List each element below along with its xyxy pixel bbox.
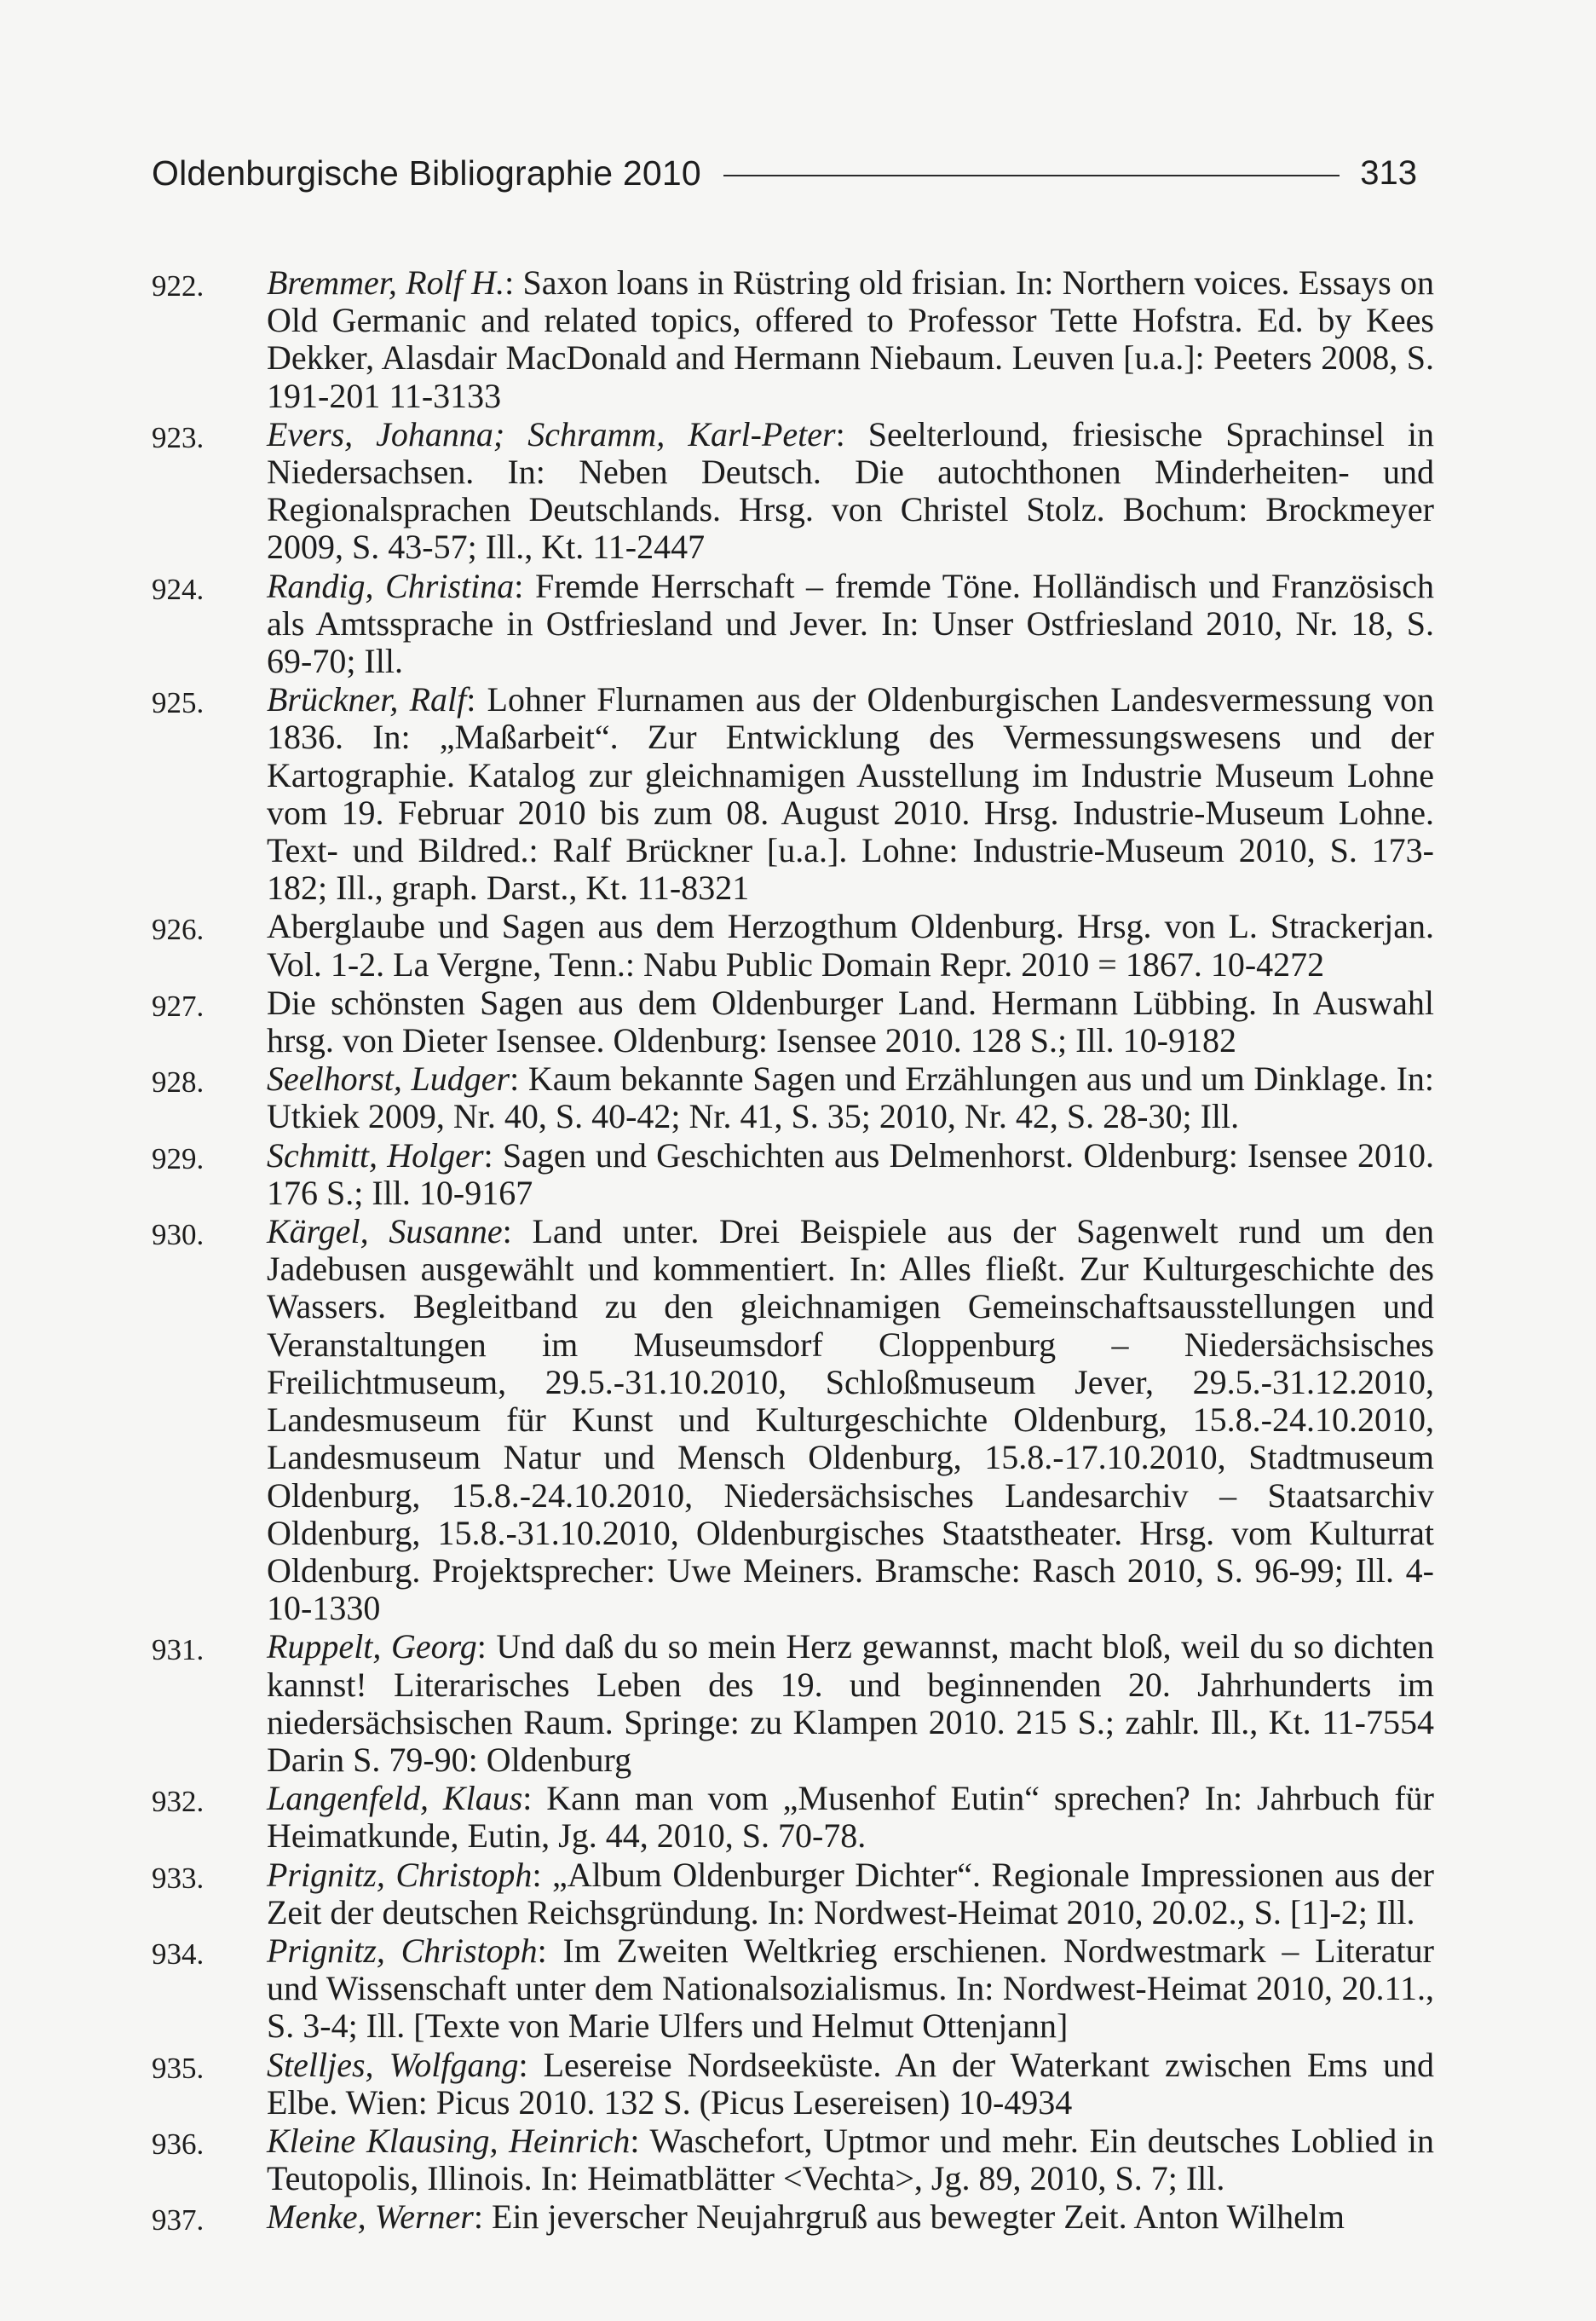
entry-text xyxy=(267,416,1434,567)
entry-text xyxy=(267,2122,1434,2197)
entry-author: Menke, Werner xyxy=(267,2197,474,2237)
entry-number: 933. xyxy=(152,1861,205,1895)
entry-author: Schmitt, Holger xyxy=(267,1135,484,1175)
bibliography-entry xyxy=(152,1137,1434,1212)
entry-text xyxy=(267,1213,1434,1627)
entry-body: : Und daß du so mein Herz gewannst, macht bloß, weil du so dichten kannst! Literarisches Leben des 19. und beginnenden 20. Jahrhunderts im niedersächsischen Raum. Springe: zu Klampen 2010. 215 S.; zahlr. Ill., Kt. 11-7554 Darin S. 79-90: Oldenburg xyxy=(267,1627,1435,1779)
entry-text xyxy=(267,2047,1434,2122)
entry-body: : Fremde Herrschaft – fremde Töne. Holländisch und Französisch als Amtssprache in Ostfriesland und Jever. In: Unser Ostfriesland 2010, Nr. 18, S. 69-70; Ill. xyxy=(267,566,1434,681)
entry-number: 923. xyxy=(152,420,205,454)
entry-text xyxy=(267,1856,1434,1931)
bibliography-entry xyxy=(152,2047,1434,2122)
entry-text xyxy=(267,1780,1434,1855)
entry-text xyxy=(267,908,1434,983)
entry-number: 925. xyxy=(152,686,205,720)
bibliography-entry xyxy=(152,264,1434,415)
entry-body: : Ein jeverscher Neujahrgruß aus bewegter Zeit. Anton Wilhelm xyxy=(473,2197,1345,2237)
entry-number: 924. xyxy=(152,572,205,606)
bibliography-entry xyxy=(152,416,1434,567)
entry-text xyxy=(267,568,1434,681)
entry-text xyxy=(267,1137,1434,1212)
entry-author: Evers, Johanna; Schramm, Karl-Peter xyxy=(267,414,836,453)
bibliography-entry xyxy=(152,568,1434,681)
bibliography-entry xyxy=(152,1628,1434,1779)
bibliography-entry xyxy=(152,1213,1434,1627)
entry-body: : Im Zweiten Weltkrieg erschienen. Nordwestmark – Literatur und Wissenschaft unter dem Nationalsozialismus. In: Nordwest-Heimat 2010, 20.11., S. 3-4; Ill. [Texte von Marie Ulfers und Helmut Ottenjann] xyxy=(267,1931,1434,2046)
page-header xyxy=(152,152,1417,194)
entry-body: : Kaum bekannte Sagen und Erzählungen aus und um Dinklage. In: Utkiek 2009, Nr. 40, S. 40-42; Nr. 41, S. 35; 2010, Nr. 42, S. 28-30; Ill. xyxy=(267,1059,1434,1136)
entry-number: 927. xyxy=(152,989,205,1023)
entry-number: 936. xyxy=(152,2127,205,2161)
entry-body: : Land unter. Drei Beispiele aus der Sagenwelt rund um den Jadebusen ausgewählt und kommentiert. In: Alles fließt. Zur Kulturgeschichte des Wassers. Begleitband zu den gleichnamigen Gemeinschaftsausstellungen und Veranstaltungen im Museumsdorf Cloppenburg – Niedersächsisches Freilichtmuseum, 29.5.-31.10.2010, Schloßmuseum Jever, 29.5.-31.12.2010, Landesmuseum für Kunst und Kulturgeschichte Oldenburg, 15.8.-24.10.2010, Landesmuseum Natur und Mensch Oldenburg, 15.8.-17.10.2010, Stadtmuseum Oldenburg, 15.8.-24.10.2010, Niedersächsisches Landesarchiv – Staatsarchiv Oldenburg, 15.8.-31.10.2010, Oldenburgisches Staatstheater. Hrsg. vom Kulturrat Oldenburg. Projektsprecher: Uwe Meiners. Bramsche: Rasch 2010, S. 96-99; Ill. 4-10-1330 xyxy=(267,1212,1435,1628)
bibliography-entry xyxy=(152,1932,1434,2046)
entry-number: 929. xyxy=(152,1141,205,1175)
entry-author: Brückner, Ralf xyxy=(267,680,467,719)
page-number: 313 xyxy=(1360,153,1417,192)
bibliography-entry xyxy=(152,1856,1434,1931)
header-rule xyxy=(723,175,1340,176)
entry-body: : Kann man vom „Musenhof Eutin“ sprechen? In: Jahrbuch für Heimatkunde, Eutin, Jg. 44, 2010, S. 70-78. xyxy=(267,1779,1435,1856)
bibliography-list xyxy=(152,264,1434,2239)
entry-author: Prignitz, Christoph xyxy=(267,1931,538,1970)
entry-text xyxy=(267,264,1434,415)
entry-author: Langenfeld, Klaus xyxy=(267,1779,523,1818)
entry-body: Die schönsten Sagen aus dem Oldenburger Land. Hermann Lübbing. In Auswahl hrsg. von Dieter Isensee. Oldenburg: Isensee 2010. 128 S.; Ill. 10-9182 xyxy=(267,983,1434,1060)
entry-body: : „Album Oldenburger Dichter“. Regionale Impressionen aus der Zeit der deutschen Reichsgründung. In: Nordwest-Heimat 2010, 20.02., S. [1]-2; Ill. xyxy=(267,1855,1434,1931)
entry-body: : Seelterlound, friesische Sprachinsel in Niedersachsen. In: Neben Deutsch. Die autochthonen Minderheiten- und Regionalsprachen Deutschlands. Hrsg. von Christel Stolz. Bochum: Brockmeyer 2009, S. 43-57; Ill., Kt. 11-2447 xyxy=(267,414,1435,567)
bibliography-entry xyxy=(152,1060,1434,1135)
entry-body: : Lesereise Nordseeküste. An der Waterkant zwischen Ems und Elbe. Wien: Picus 2010. 132 S. (Picus Lesereisen) 10-4934 xyxy=(267,2045,1434,2122)
entry-text xyxy=(267,2198,1434,2236)
entry-author: Bremmer, Rolf H. xyxy=(267,263,505,302)
entry-body: : Lohner Flurnamen aus der Oldenburgischen Landesvermessung von 1836. In: „Maßarbeit“. Zur Entwicklung des Vermessungswesens und der Kartographie. Katalog zur gleichnamigen Ausstellung im Industrie Museum Lohne vom 19. Februar 2010 bis zum 08. August 2010. Hrsg. Industrie-Museum Lohne. Text- und Bildred.: Ralf Brückner [u.a.]. Lohne: Industrie-Museum 2010, S. 173-182; Ill., graph. Darst., Kt. 11-8321 xyxy=(267,680,1434,908)
entry-number: 932. xyxy=(152,1785,205,1819)
entry-text xyxy=(267,1060,1434,1135)
entry-body: : Sagen und Geschichten aus Delmenhorst. Oldenburg: Isensee 2010. 176 S.; Ill. 10-9167 xyxy=(267,1135,1434,1212)
entry-author: Ruppelt, Georg xyxy=(267,1627,477,1666)
entry-author: Stelljes, Wolfgang xyxy=(267,2045,519,2084)
entry-number: 937. xyxy=(152,2203,205,2237)
bibliography-entry xyxy=(152,984,1434,1059)
entry-author: Kärgel, Susanne xyxy=(267,1212,503,1251)
entry-number: 930. xyxy=(152,1218,205,1252)
entry-text xyxy=(267,1932,1434,2046)
entry-number: 928. xyxy=(152,1065,205,1100)
entry-number: 935. xyxy=(152,2051,205,2085)
bibliography-entry xyxy=(152,908,1434,983)
entry-number: 926. xyxy=(152,913,205,947)
entry-body: : Waschefort, Uptmor und mehr. Ein deutsches Loblied in Teutopolis, Illinois. In: Heimatblätter <Vechta>, Jg. 89, 2010, S. 7; Ill. xyxy=(267,2121,1434,2198)
entry-text xyxy=(267,681,1434,907)
entry-number: 922. xyxy=(152,269,205,303)
bibliography-entry xyxy=(152,2122,1434,2197)
entry-author: Prignitz, Christoph xyxy=(267,1855,533,1894)
entry-text xyxy=(267,1628,1434,1779)
entry-body: Aberglaube und Sagen aus dem Herzogthum Oldenburg. Hrsg. von L. Strackerjan. Vol. 1-2. La Vergne, Tenn.: Nabu Public Domain Repr. 2010 = 1867. 10-4272 xyxy=(267,907,1434,984)
entry-author: Seelhorst, Ludger xyxy=(267,1059,510,1099)
bibliography-entry xyxy=(152,2198,1434,2239)
entry-author: Randig, Christina xyxy=(267,566,515,605)
entry-number: 931. xyxy=(152,1633,205,1667)
entry-text xyxy=(267,984,1434,1059)
entry-number: 934. xyxy=(152,1937,205,1971)
bibliography-entry xyxy=(152,681,1434,907)
header-title: Oldenburgische Bibliographie 2010 xyxy=(152,153,701,193)
bibliography-entry xyxy=(152,1780,1434,1855)
entry-body: : Saxon loans in Rüstring old frisian. In: Northern voices. Essays on Old Germanic and related topics, offered to Professor Tette Hofstra. Ed. by Kees Dekker, Alasdair MacDonald and Hermann Niebaum. Leuven [u.a.]: Peeters 2008, S. 191-201 11-3133 xyxy=(267,263,1434,415)
entry-author: Kleine Klausing, Heinrich xyxy=(267,2121,631,2160)
